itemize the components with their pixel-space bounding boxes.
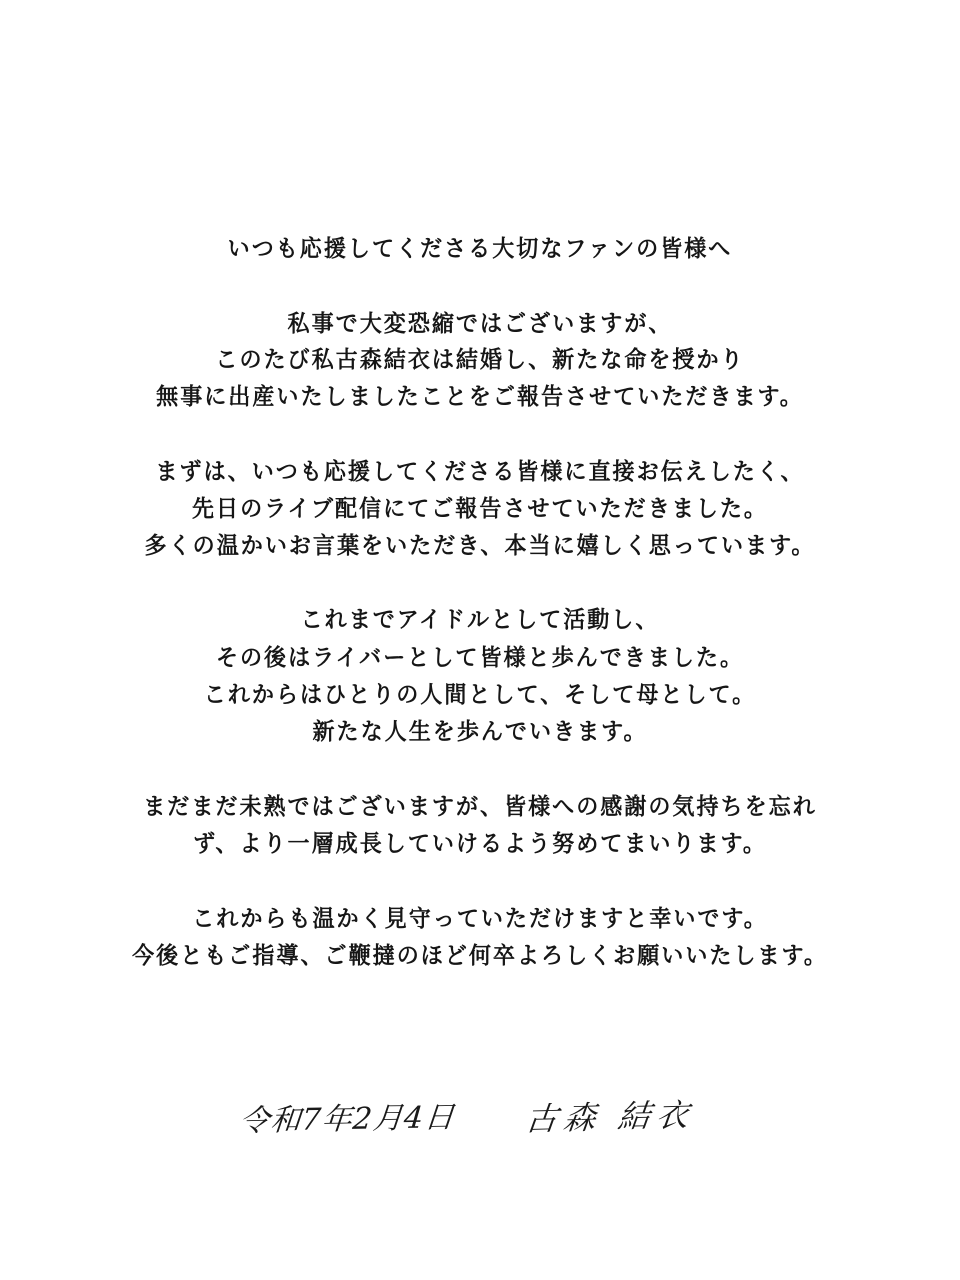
letter-greeting: いつも応援してくださる大切なファンの皆様へ xyxy=(227,236,733,262)
paragraph-3-line-1: これまでアイドルとして活動し、 xyxy=(300,607,660,633)
paragraph-3-line-4: 新たな人生を歩んでいきます。 xyxy=(312,719,648,745)
signature-name: 古森 結衣 xyxy=(523,1095,697,1139)
handwritten-signature xyxy=(0,1088,960,1148)
paragraph-4-line-1: まだまだ未熟ではございますが、皆様への感謝の気持ちを忘れ xyxy=(143,794,817,820)
paragraph-2-line-1: まずは、いつも応援してくださる皆様に直接お伝えしたく、 xyxy=(155,459,805,485)
paragraph-1-line-1: 私事で大変恐縮ではございますが、 xyxy=(287,311,673,337)
paragraph-4-line-2: ず、より一層成長していけるよう努めてまいります。 xyxy=(193,831,767,857)
paragraph-1-line-2: このたび私古森結衣は結婚し、新たな命を授かり xyxy=(215,347,745,373)
paragraph-5-line-1: これからも温かく見守っていただけますと幸いです。 xyxy=(192,906,768,932)
paragraph-5-line-2: 今後ともご指導、ご鞭撻のほど何卒よろしくお願いいたします。 xyxy=(132,943,828,969)
paragraph-2-line-3: 多くの温かいお言葉をいただき、本当に嬉しく思っています。 xyxy=(144,533,816,559)
paragraph-3-line-3: これからはひとりの人間として、そして母として。 xyxy=(203,682,757,708)
signature-date: 令和7年2月4日 xyxy=(237,1100,457,1139)
paragraph-1-line-3: 無事に出産いたしましたことをご報告させていただきます。 xyxy=(156,384,804,410)
paragraph-2-line-2: 先日のライブ配信にてご報告させていただきました。 xyxy=(192,496,768,522)
paragraph-3-line-2: その後はライバーとして皆様と歩んできました。 xyxy=(215,645,745,671)
